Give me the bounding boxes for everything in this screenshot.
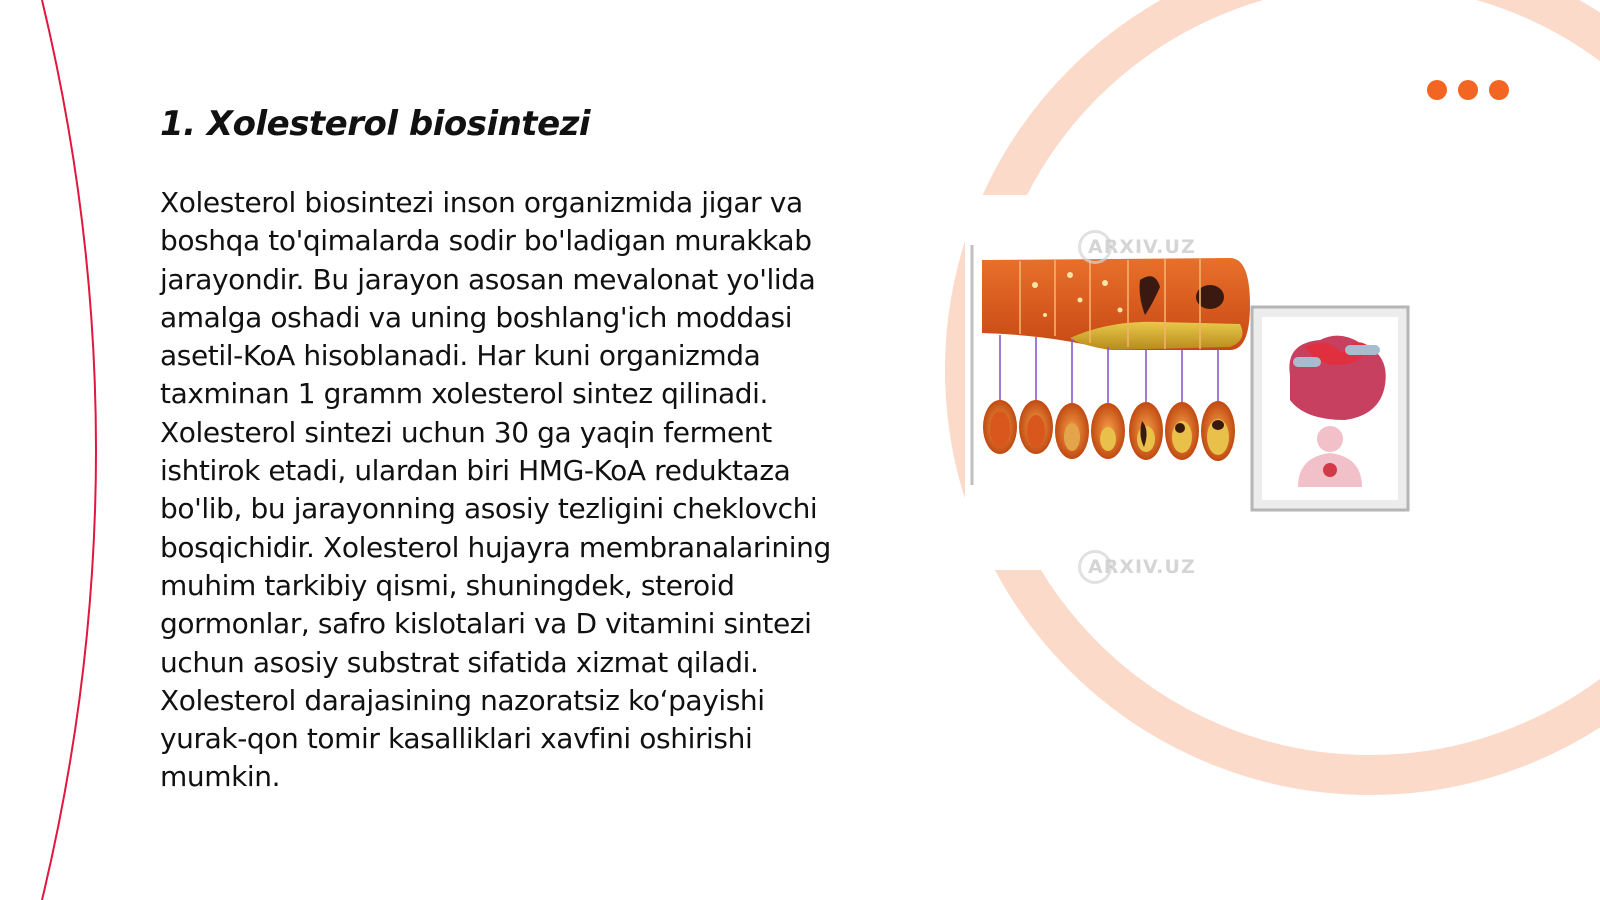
- dot: [1458, 80, 1478, 100]
- dot: [1427, 80, 1447, 100]
- slide-title: 1. Xolesterol biosintezi: [160, 104, 591, 144]
- artery-plaque-illustration: [960, 225, 1460, 535]
- slide-body-text: Xolesterol biosintezi inson organizmida jigar va boshqa to'qimalarda sodir bo'ladigan murakkab jarayondir. Bu jarayon asosan mevalonat yo'lida amalga oshadi va uning boshlang'ich moddasi asetil-KoA hisoblanadi. Har kuni organizmda taxminan 1 gramm xolesterol sintez qilinadi. Xolesterol sintezi uchun 30 ga yaqin ferment ishtirok etadi, ulardan biri HMG-KoA reduktaza bo'lib, bu jarayonning asosiy tezligini cheklovchi bosqichidir. Xolesterol hujayra membranalarining muhim tarkibiy qismi, shuningdek, steroid gormonlar, safro kislotalari va D vitamini sintezi uchun asosiy substrat sifatida xizmat qiladi. Xolesterol darajasining nazoratsiz ko‘payishi yurak-qon tomir kasalliklari xavfini oshirishi mumkin.: [160, 186, 831, 794]
- dot: [1489, 80, 1509, 100]
- watermark-text: ARXIV.UZ: [1088, 556, 1196, 578]
- watermark-text: ARXIV.UZ: [1088, 236, 1196, 258]
- three-dots-icon: [1427, 80, 1509, 100]
